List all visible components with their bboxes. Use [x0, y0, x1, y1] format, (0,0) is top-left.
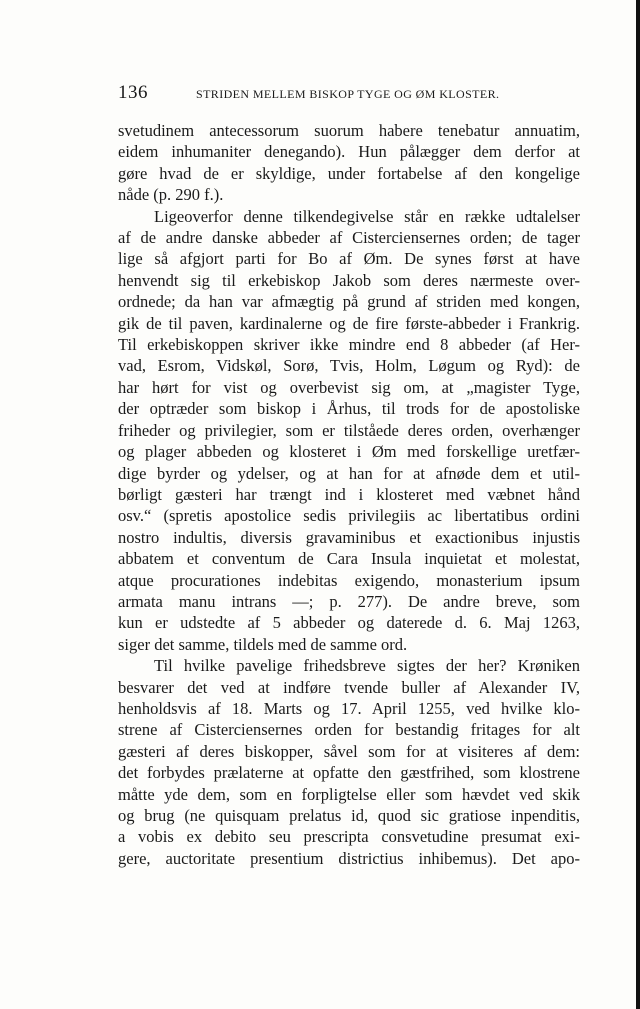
- text-line: vad, Esrom, Vidskøl, Sorø, Tvis, Holm, Løgum og Ryd): de: [118, 356, 580, 376]
- text-line: nostro indultis, diversis gravaminibus et exactionibus injustis: [118, 527, 580, 547]
- running-title: STRIDEN MELLEM BISKOP TYGE OG ØM KLOSTER.: [196, 87, 500, 101]
- text-line: Ligeoverfor denne tilkendegivelse står en række udtalelser: [154, 206, 580, 226]
- text-line: friheder og privilegier, som er tilståede deres orden, overhænger: [118, 420, 580, 440]
- text-line: strene af Cisterciensernes orden for bestandig fritages for alt: [118, 720, 580, 740]
- body-text: [118, 120, 580, 869]
- text-line: gik de til paven, kardinalerne og de fire første-abbeder i Frankrig.: [118, 313, 580, 333]
- text-line: eidem inhumaniter denegando). Hun pålægger dem derfor at: [118, 142, 580, 162]
- text-line: atque procurationes indebitas exigendo, monasterium ipsum: [118, 570, 580, 590]
- text-line: armata manu intrans —; p. 277). De andre breve, som: [118, 591, 580, 611]
- page-number: 136: [118, 82, 148, 103]
- text-line: og plager abbeden og klosteret i Øm med forskellige uretfær-: [118, 442, 580, 462]
- text-line: børligt gæsteri har trængt ind i klosteret med væbnet hånd: [118, 484, 580, 504]
- text-line: svetudinem antecessorum suorum habere tenebatur annuatim,: [118, 121, 580, 140]
- text-line: Til hvilke pavelige frihedsbreve sigtes der her? Krøniken: [154, 656, 580, 676]
- text-line: gæsteri af deres biskopper, såvel som for at visiteres af dem:: [118, 741, 580, 761]
- text-line: henvendt sig til erkebiskop Jakob som deres nærmeste over-: [118, 270, 580, 290]
- text-line: dige byrder og ydelser, og at han for at afnøde dem et util-: [118, 463, 580, 483]
- text-line: siger det samme, tildels med de samme ord.: [118, 634, 408, 654]
- text-line: besvarer det ved at indføre tvende buller af Alexander IV,: [118, 677, 580, 697]
- text-line: lige så afgjort parti for Bo af Øm. De synes først at have: [118, 249, 580, 269]
- text-line: Til erkebiskoppen skriver ikke mindre end 8 abbeder (af Her-: [118, 335, 580, 355]
- text-line: gere, auctoritate presentium districtius inhibemus). Det apo-: [118, 848, 580, 868]
- text-line: gøre hvad de er skyldige, under fortabelse af den kongelige: [118, 163, 580, 183]
- text-line: har hørt for vist og overbevist sig om, at „magister Tyge,: [118, 377, 580, 397]
- text-line: osv.“ (spretis apostolice sedis privilegiis ac libertatibus ordini: [118, 506, 580, 526]
- text-line: det forbydes prælaterne at opfatte den gæstfrihed, som klostrene: [118, 763, 580, 783]
- text-line: kun er udstedte af 5 abbeder og daterede d. 6. Maj 1263,: [118, 613, 580, 633]
- text-line: og brug (ne quisquam prelatus id, quod sic gratiose inpenditis,: [118, 806, 580, 825]
- text-line: abbatem et conventum de Cara Insula inquietat et molestat,: [118, 549, 580, 569]
- text-line: af de andre danske abbeder af Cisterciensernes orden; de tager: [118, 228, 580, 248]
- page-header: [118, 82, 588, 108]
- text-line: nåde (p. 290 f.).: [118, 185, 224, 205]
- text-line: måtte yde dem, som en forpligtelse eller som hævdet ved skik: [118, 784, 580, 804]
- text-line: henholdsvis af 18. Marts og 17. April 1255, ved hvilke klo-: [118, 698, 580, 718]
- text-line: a vobis ex debito seu prescripta consvetudine presumat exi-: [118, 827, 580, 847]
- page-edge-shadow: [636, 0, 640, 1009]
- text-line: der optræder som biskop i Århus, til trods for de apostoliske: [118, 399, 580, 419]
- text-line: ordnede; da han var afmægtig på grund af striden med kongen,: [118, 292, 580, 312]
